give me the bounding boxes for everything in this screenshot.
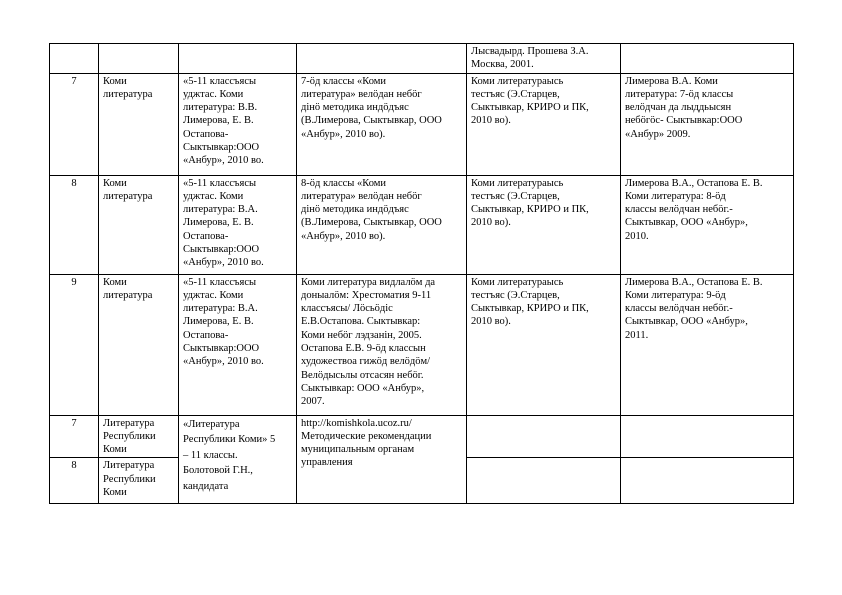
table-cell: Лысвадырд. Прошева З.А. Москва, 2001. xyxy=(467,44,621,74)
table-row xyxy=(50,73,794,175)
subject-cell: Коми литература xyxy=(99,175,179,274)
tests-cell: Коми литератураысь тестъяс (Э.Старцев, Сыктывкар, КРИРО и ПК, 2010 во). xyxy=(467,274,621,415)
method-cell: 7-öд классы «Коми литература» велöдан небöг дінö методика индöдъяс (В.Лимерова, Сыктывкар, ООО «Анбур», 2010 во). xyxy=(297,73,467,175)
textbook-cell xyxy=(621,415,794,458)
program-cell: «5-11 классъясы уджтас. Коми литература: В.В. Лимерова, Е. В. Остапова- Сыктывкар:ООО «Анбур», 2010 во. xyxy=(179,73,297,175)
table-cell xyxy=(297,44,467,74)
program-cell: «Литература Республики Коми» 5 – 11 классы. Болотовой Г.Н., кандидата xyxy=(179,415,297,504)
table-row xyxy=(50,44,794,74)
row-number: 9 xyxy=(50,274,99,415)
textbook-cell xyxy=(621,458,794,504)
method-cell: Коми литература видлалöм да доныалöм: Хрестоматия 9-11 классъясы/ Лöсьöдіс Е.В.Остапова. Сыктывкар: Коми небöг лэдзанін, 2005. Остапова Е.В. 9-öд классын художествоа гижöд велöдöм/ Велöдысьлы отсасян небöг. Сыктывкар: ООО «Анбур», 2007. xyxy=(297,274,467,415)
method-cell: 8-öд классы «Коми литература» велöдан небöг дінö методика индöдъяс (В.Лимерова, Сыктывкар, ООО «Анбур», 2010 во). xyxy=(297,175,467,274)
program-cell: «5-11 классъясы уджтас. Коми литература: В.А. Лимерова, Е. В. Остапова- Сыктывкар:ООО «Анбур», 2010 во. xyxy=(179,274,297,415)
table-row xyxy=(50,175,794,274)
textbook-cell: Лимерова В.А., Остапова Е. В. Коми литература: 8-öд классы велöдчан небöг.- Сыктывкар, ООО «Анбур», 2010. xyxy=(621,175,794,274)
curriculum-table xyxy=(49,43,794,504)
tests-cell xyxy=(467,458,621,504)
row-number: 8 xyxy=(50,175,99,274)
subject-cell: Коми литература xyxy=(99,274,179,415)
program-cell: «5-11 классъясы уджтас. Коми литература: В.А. Лимерова, Е. В. Остапова- Сыктывкар:ООО «Анбур», 2010 во. xyxy=(179,175,297,274)
row-number: 7 xyxy=(50,415,99,458)
subject-cell: Коми литература xyxy=(99,73,179,175)
subject-cell: Литература Республики Коми xyxy=(99,415,179,458)
table-cell xyxy=(179,44,297,74)
row-number: 8 xyxy=(50,458,99,504)
table-row xyxy=(50,415,794,458)
row-number: 7 xyxy=(50,73,99,175)
textbook-cell: Лимерова В.А. Коми литература: 7-öд классы велöдчан да лыддьысян небöгöс- Сыктывкар:ООО «Анбур» 2009. xyxy=(621,73,794,175)
table-cell xyxy=(621,44,794,74)
table-row xyxy=(50,274,794,415)
subject-cell: Литература Республики Коми xyxy=(99,458,179,504)
textbook-cell: Лимерова В.А., Остапова Е. В. Коми литература: 9-öд классы велöдчан небöг.- Сыктывкар, ООО «Анбур», 2011. xyxy=(621,274,794,415)
table-cell xyxy=(50,44,99,74)
tests-cell: Коми литератураысь тестъяс (Э.Старцев, Сыктывкар, КРИРО и ПК, 2010 во). xyxy=(467,73,621,175)
table-cell xyxy=(99,44,179,74)
tests-cell xyxy=(467,415,621,458)
method-cell: http://komishkola.ucoz.ru/ Методические рекомендации муниципальным органам управления xyxy=(297,415,467,504)
tests-cell: Коми литератураысь тестъяс (Э.Старцев, Сыктывкар, КРИРО и ПК, 2010 во). xyxy=(467,175,621,274)
